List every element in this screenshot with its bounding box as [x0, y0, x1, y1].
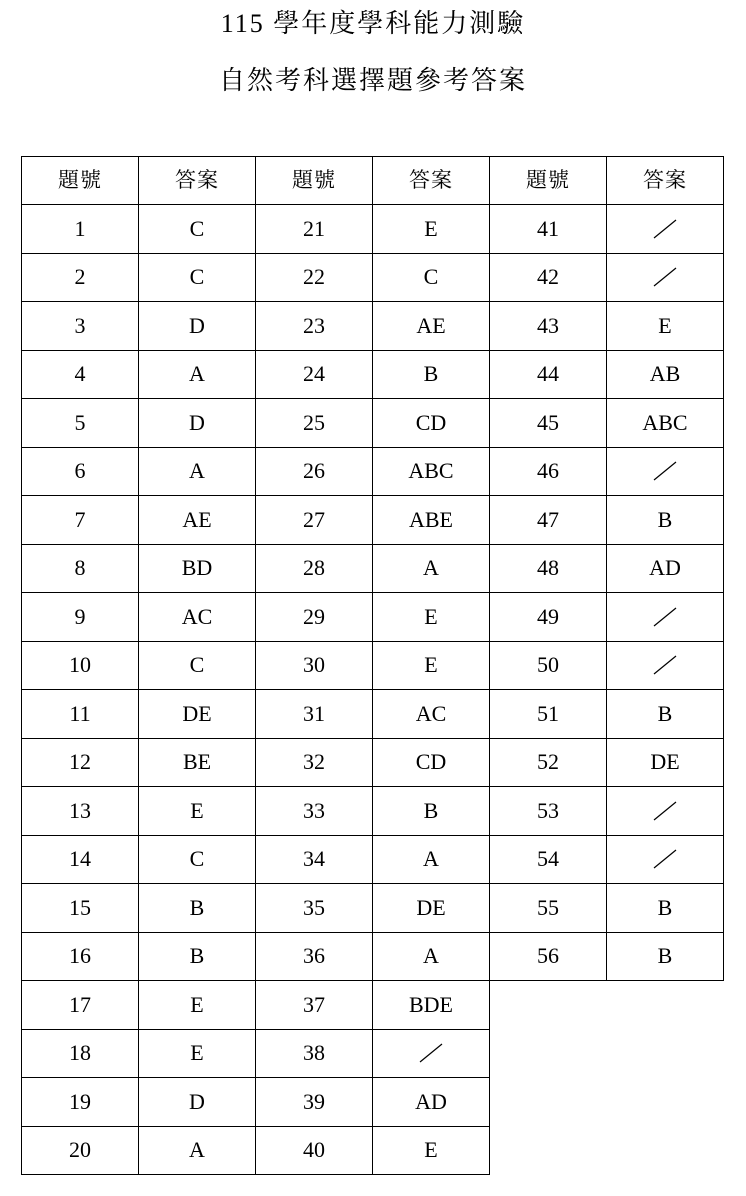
question-number-cell: 54: [489, 835, 607, 885]
question-number-cell: 9: [21, 592, 139, 642]
answer-cell: AE: [372, 301, 490, 351]
answer-cell: E: [372, 204, 490, 254]
answer-cell: E: [606, 301, 724, 351]
answer-cell: A: [138, 447, 256, 497]
answer-cell: [606, 786, 724, 836]
answer-cell: AD: [606, 544, 724, 594]
header-answer: 答案: [372, 156, 490, 205]
question-number-cell: 46: [489, 447, 607, 497]
answer-cell: BE: [138, 738, 256, 788]
answer-cell: AC: [372, 689, 490, 739]
question-number-cell: 38: [255, 1029, 373, 1079]
answer-cell: A: [372, 544, 490, 594]
question-number-cell: 5: [21, 398, 139, 448]
answer-cell: A: [138, 1126, 256, 1176]
question-number-cell: 53: [489, 786, 607, 836]
answer-cell: DE: [138, 689, 256, 739]
question-number-cell: 19: [21, 1077, 139, 1127]
question-number-cell: 50: [489, 641, 607, 691]
question-number-cell: 48: [489, 544, 607, 594]
question-number-cell: 35: [255, 883, 373, 933]
answer-cell: ABC: [372, 447, 490, 497]
question-number-cell: 17: [21, 980, 139, 1030]
question-number-cell: 29: [255, 592, 373, 642]
header-answer: 答案: [606, 156, 724, 205]
answer-cell: E: [372, 1126, 490, 1176]
question-number-cell: 21: [255, 204, 373, 254]
question-number-cell: 10: [21, 641, 139, 691]
question-number-cell: 47: [489, 495, 607, 545]
question-number-cell: 28: [255, 544, 373, 594]
question-number-cell: 1: [21, 204, 139, 254]
header-question-number: 題號: [21, 156, 139, 205]
not-applicable-slash-icon: [418, 1042, 444, 1064]
answer-cell: B: [372, 786, 490, 836]
answer-cell: A: [138, 350, 256, 400]
not-applicable-slash-icon: [652, 460, 678, 482]
not-applicable-slash-icon: [652, 218, 678, 240]
answer-table: [21, 156, 723, 1174]
document-title: 115 學年度學科能力測驗: [220, 9, 526, 38]
answer-cell: E: [372, 641, 490, 691]
answer-cell: [606, 592, 724, 642]
answer-cell: CD: [372, 738, 490, 788]
answer-cell: B: [138, 883, 256, 933]
question-number-cell: 7: [21, 495, 139, 545]
question-number-cell: 39: [255, 1077, 373, 1127]
question-number-cell: 45: [489, 398, 607, 448]
not-applicable-slash-icon: [652, 848, 678, 870]
question-number-cell: 18: [21, 1029, 139, 1079]
question-number-cell: 42: [489, 253, 607, 303]
answer-cell: B: [138, 932, 256, 982]
question-number-cell: 49: [489, 592, 607, 642]
answer-cell: C: [372, 253, 490, 303]
answer-cell: ABE: [372, 495, 490, 545]
question-number-cell: 23: [255, 301, 373, 351]
answer-cell: [606, 204, 724, 254]
question-number-cell: 4: [21, 350, 139, 400]
answer-cell: DE: [372, 883, 490, 933]
answer-cell: B: [606, 883, 724, 933]
question-number-cell: 14: [21, 835, 139, 885]
question-number-cell: 6: [21, 447, 139, 497]
not-applicable-slash-icon: [652, 606, 678, 628]
answer-cell: D: [138, 1077, 256, 1127]
answer-cell: B: [606, 689, 724, 739]
answer-cell: E: [138, 786, 256, 836]
question-number-cell: 27: [255, 495, 373, 545]
answer-cell: [606, 835, 724, 885]
header-answer: 答案: [138, 156, 256, 205]
question-number-cell: 52: [489, 738, 607, 788]
question-number-cell: 20: [21, 1126, 139, 1176]
question-number-cell: 37: [255, 980, 373, 1030]
answer-cell: ABC: [606, 398, 724, 448]
answer-cell: AD: [372, 1077, 490, 1127]
answer-cell: A: [372, 835, 490, 885]
question-number-cell: 11: [21, 689, 139, 739]
question-number-cell: 26: [255, 447, 373, 497]
question-number-cell: 2: [21, 253, 139, 303]
answer-cell: B: [372, 350, 490, 400]
question-number-cell: 12: [21, 738, 139, 788]
question-number-cell: 56: [489, 932, 607, 982]
answer-cell: BDE: [372, 980, 490, 1030]
question-number-cell: 24: [255, 350, 373, 400]
answer-cell: E: [138, 1029, 256, 1079]
not-applicable-slash-icon: [652, 266, 678, 288]
document-subtitle: 自然考科選擇題參考答案: [218, 66, 527, 95]
question-number-cell: 13: [21, 786, 139, 836]
answer-cell: D: [138, 301, 256, 351]
answer-cell: C: [138, 253, 256, 303]
answer-cell: [372, 1029, 490, 1079]
answer-cell: E: [372, 592, 490, 642]
question-number-cell: 36: [255, 932, 373, 982]
answer-cell: A: [372, 932, 490, 982]
question-number-cell: 16: [21, 932, 139, 982]
header-question-number: 題號: [489, 156, 607, 205]
not-applicable-slash-icon: [652, 800, 678, 822]
answer-cell: E: [138, 980, 256, 1030]
answer-cell: B: [606, 932, 724, 982]
question-number-cell: 44: [489, 350, 607, 400]
answer-cell: AE: [138, 495, 256, 545]
question-number-cell: 55: [489, 883, 607, 933]
question-number-cell: 41: [489, 204, 607, 254]
answer-cell: C: [138, 204, 256, 254]
question-number-cell: 32: [255, 738, 373, 788]
answer-cell: AB: [606, 350, 724, 400]
question-number-cell: 34: [255, 835, 373, 885]
answer-cell: C: [138, 641, 256, 691]
answer-cell: AC: [138, 592, 256, 642]
question-number-cell: 33: [255, 786, 373, 836]
question-number-cell: 22: [255, 253, 373, 303]
question-number-cell: 43: [489, 301, 607, 351]
not-applicable-slash-icon: [652, 654, 678, 676]
question-number-cell: 25: [255, 398, 373, 448]
question-number-cell: 8: [21, 544, 139, 594]
question-number-cell: 51: [489, 689, 607, 739]
answer-cell: CD: [372, 398, 490, 448]
answer-cell: D: [138, 398, 256, 448]
question-number-cell: 40: [255, 1126, 373, 1176]
question-number-cell: 3: [21, 301, 139, 351]
question-number-cell: 15: [21, 883, 139, 933]
header-question-number: 題號: [255, 156, 373, 205]
answer-cell: [606, 253, 724, 303]
answer-cell: DE: [606, 738, 724, 788]
answer-cell: C: [138, 835, 256, 885]
answer-cell: [606, 447, 724, 497]
question-number-cell: 30: [255, 641, 373, 691]
answer-cell: [606, 641, 724, 691]
question-number-cell: 31: [255, 689, 373, 739]
answer-cell: B: [606, 495, 724, 545]
answer-cell: BD: [138, 544, 256, 594]
